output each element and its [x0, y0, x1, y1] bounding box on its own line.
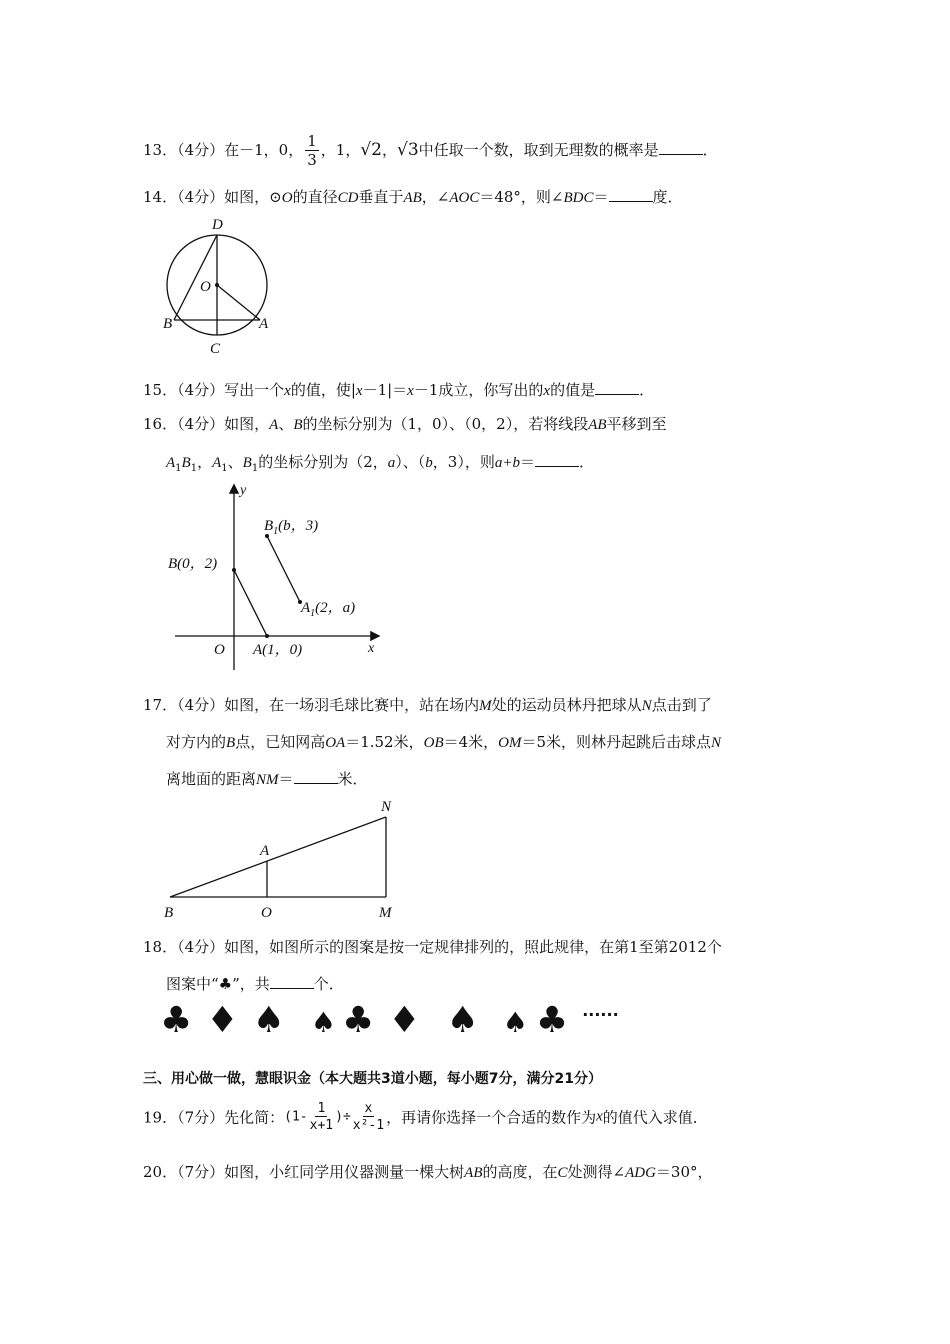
circle-figure [158, 212, 288, 362]
label-d: D [212, 217, 223, 233]
coordinate-figure [160, 478, 390, 678]
answer-blank [609, 200, 653, 202]
question-16-line2: $A_1B_1$，$A_1$、$B_1$的坐标分别为（2，a）、（b，3），则a+b＝ ． [166, 453, 594, 474]
question-20: 20．（7分）如图，小红同学用仪器测量一棵大树AB的高度，在C处测得∠ADG＝30°， [143, 1163, 713, 1181]
suit-6: ♦ [388, 1000, 421, 1041]
label-origin: O [214, 642, 225, 658]
label-b: B [163, 316, 173, 332]
label-b: B(0，2) [168, 556, 218, 572]
label-a1: $A_1(2$，a) [301, 600, 356, 619]
ellipsis: ······ [582, 1005, 619, 1024]
line-bn [170, 817, 386, 897]
question-13: 13．（4分）在－1，0， $\frac{1}{3}$ ，1，√2，√3中任取一个数，取到无理数的概率是 ． [143, 132, 718, 169]
question-15: 15．（4分）写出一个x的值，使|x－1|＝x－1成立，你写出的x的值是 ． [143, 381, 655, 399]
label-a: A(1，0) [253, 642, 303, 658]
label-o: O [261, 905, 272, 921]
label-n: N [381, 799, 392, 815]
question-19: 19．（7分）先化简：(1- $\frac{1}{x+1}$ )÷ $\frac{x}{\text{x²-1}}$ ，再请你选择一个合适的数作为x的值代入求值． [143, 1101, 708, 1133]
segment-db [174, 235, 217, 320]
answer-blank [659, 153, 703, 155]
label-b: B [164, 905, 174, 921]
suit-4: ♠ [310, 1006, 336, 1039]
badminton-figure [158, 795, 408, 925]
section-3-heading: 三、用心做一做，慧眼识金（本大题共3道小题，每小题7分，满分21分） [143, 1071, 602, 1087]
question-14: 14．（4分）如图，⊙O的直径CD垂直于AB，∠AOC＝48°，则∠BDC＝ 度． [143, 188, 683, 206]
fraction-1-over-x-plus-1: $\frac{1}{x+1}$ [309, 1101, 334, 1133]
sqrt-3: √3 [397, 140, 419, 160]
question-18-line2: 图案中“♣”，共 个． [166, 975, 344, 993]
answer-blank [294, 782, 338, 784]
suit-3: ♠ [252, 1000, 285, 1041]
label-a: A [259, 316, 269, 332]
suit-7: ♠ [446, 1000, 479, 1041]
label-x: x [368, 641, 375, 656]
sqrt-2: √2 [360, 140, 382, 160]
label-y: y [240, 483, 247, 498]
suit-2: ♦ [206, 1000, 239, 1041]
suit-pattern [160, 1000, 633, 1041]
label-c: C [210, 341, 221, 357]
question-17: 17．（4分）如图，在一场羽毛球比赛中，站在场内M处的运动员林丹把球从N点击到了 [143, 696, 712, 714]
question-17-line3: 离地面的距离NM＝ 米． [166, 770, 368, 788]
answer-blank [535, 465, 579, 467]
label-a: A [260, 843, 270, 859]
label-o: O [200, 279, 211, 295]
question-18: 18．（4分）如图，如图所示的图案是按一定规律排列的，照此规律，在第1至第2012个 [143, 938, 722, 956]
label-m: M [379, 905, 392, 921]
suit-1: ♣ [160, 1000, 193, 1041]
answer-blank [270, 987, 314, 989]
answer-blank [595, 393, 639, 395]
question-16: 16．（4分）如图，A、B的坐标分别为（1，0）、（0，2），若将线段AB平移到至 [143, 415, 667, 433]
question-17-line2: 对方内的B点，已知网高OA＝1.52米，OB＝4米，OM＝5米，则林丹起跳后击球点N [166, 733, 722, 751]
suit-5: ♣ [341, 1000, 375, 1041]
segment-oa [217, 285, 260, 320]
fraction-one-third: $\frac{1}{3}$ [307, 132, 317, 169]
label-b1: $B_1(b$，3) [264, 518, 319, 537]
segment-a1b1 [267, 536, 300, 602]
suit-9: ♣ [535, 1000, 569, 1041]
fraction-x-over-x2-minus-1: $\frac{x}{\text{x²-1}}$ [352, 1101, 385, 1133]
suit-8: ♠ [502, 1006, 528, 1039]
segment-ab [234, 570, 267, 636]
